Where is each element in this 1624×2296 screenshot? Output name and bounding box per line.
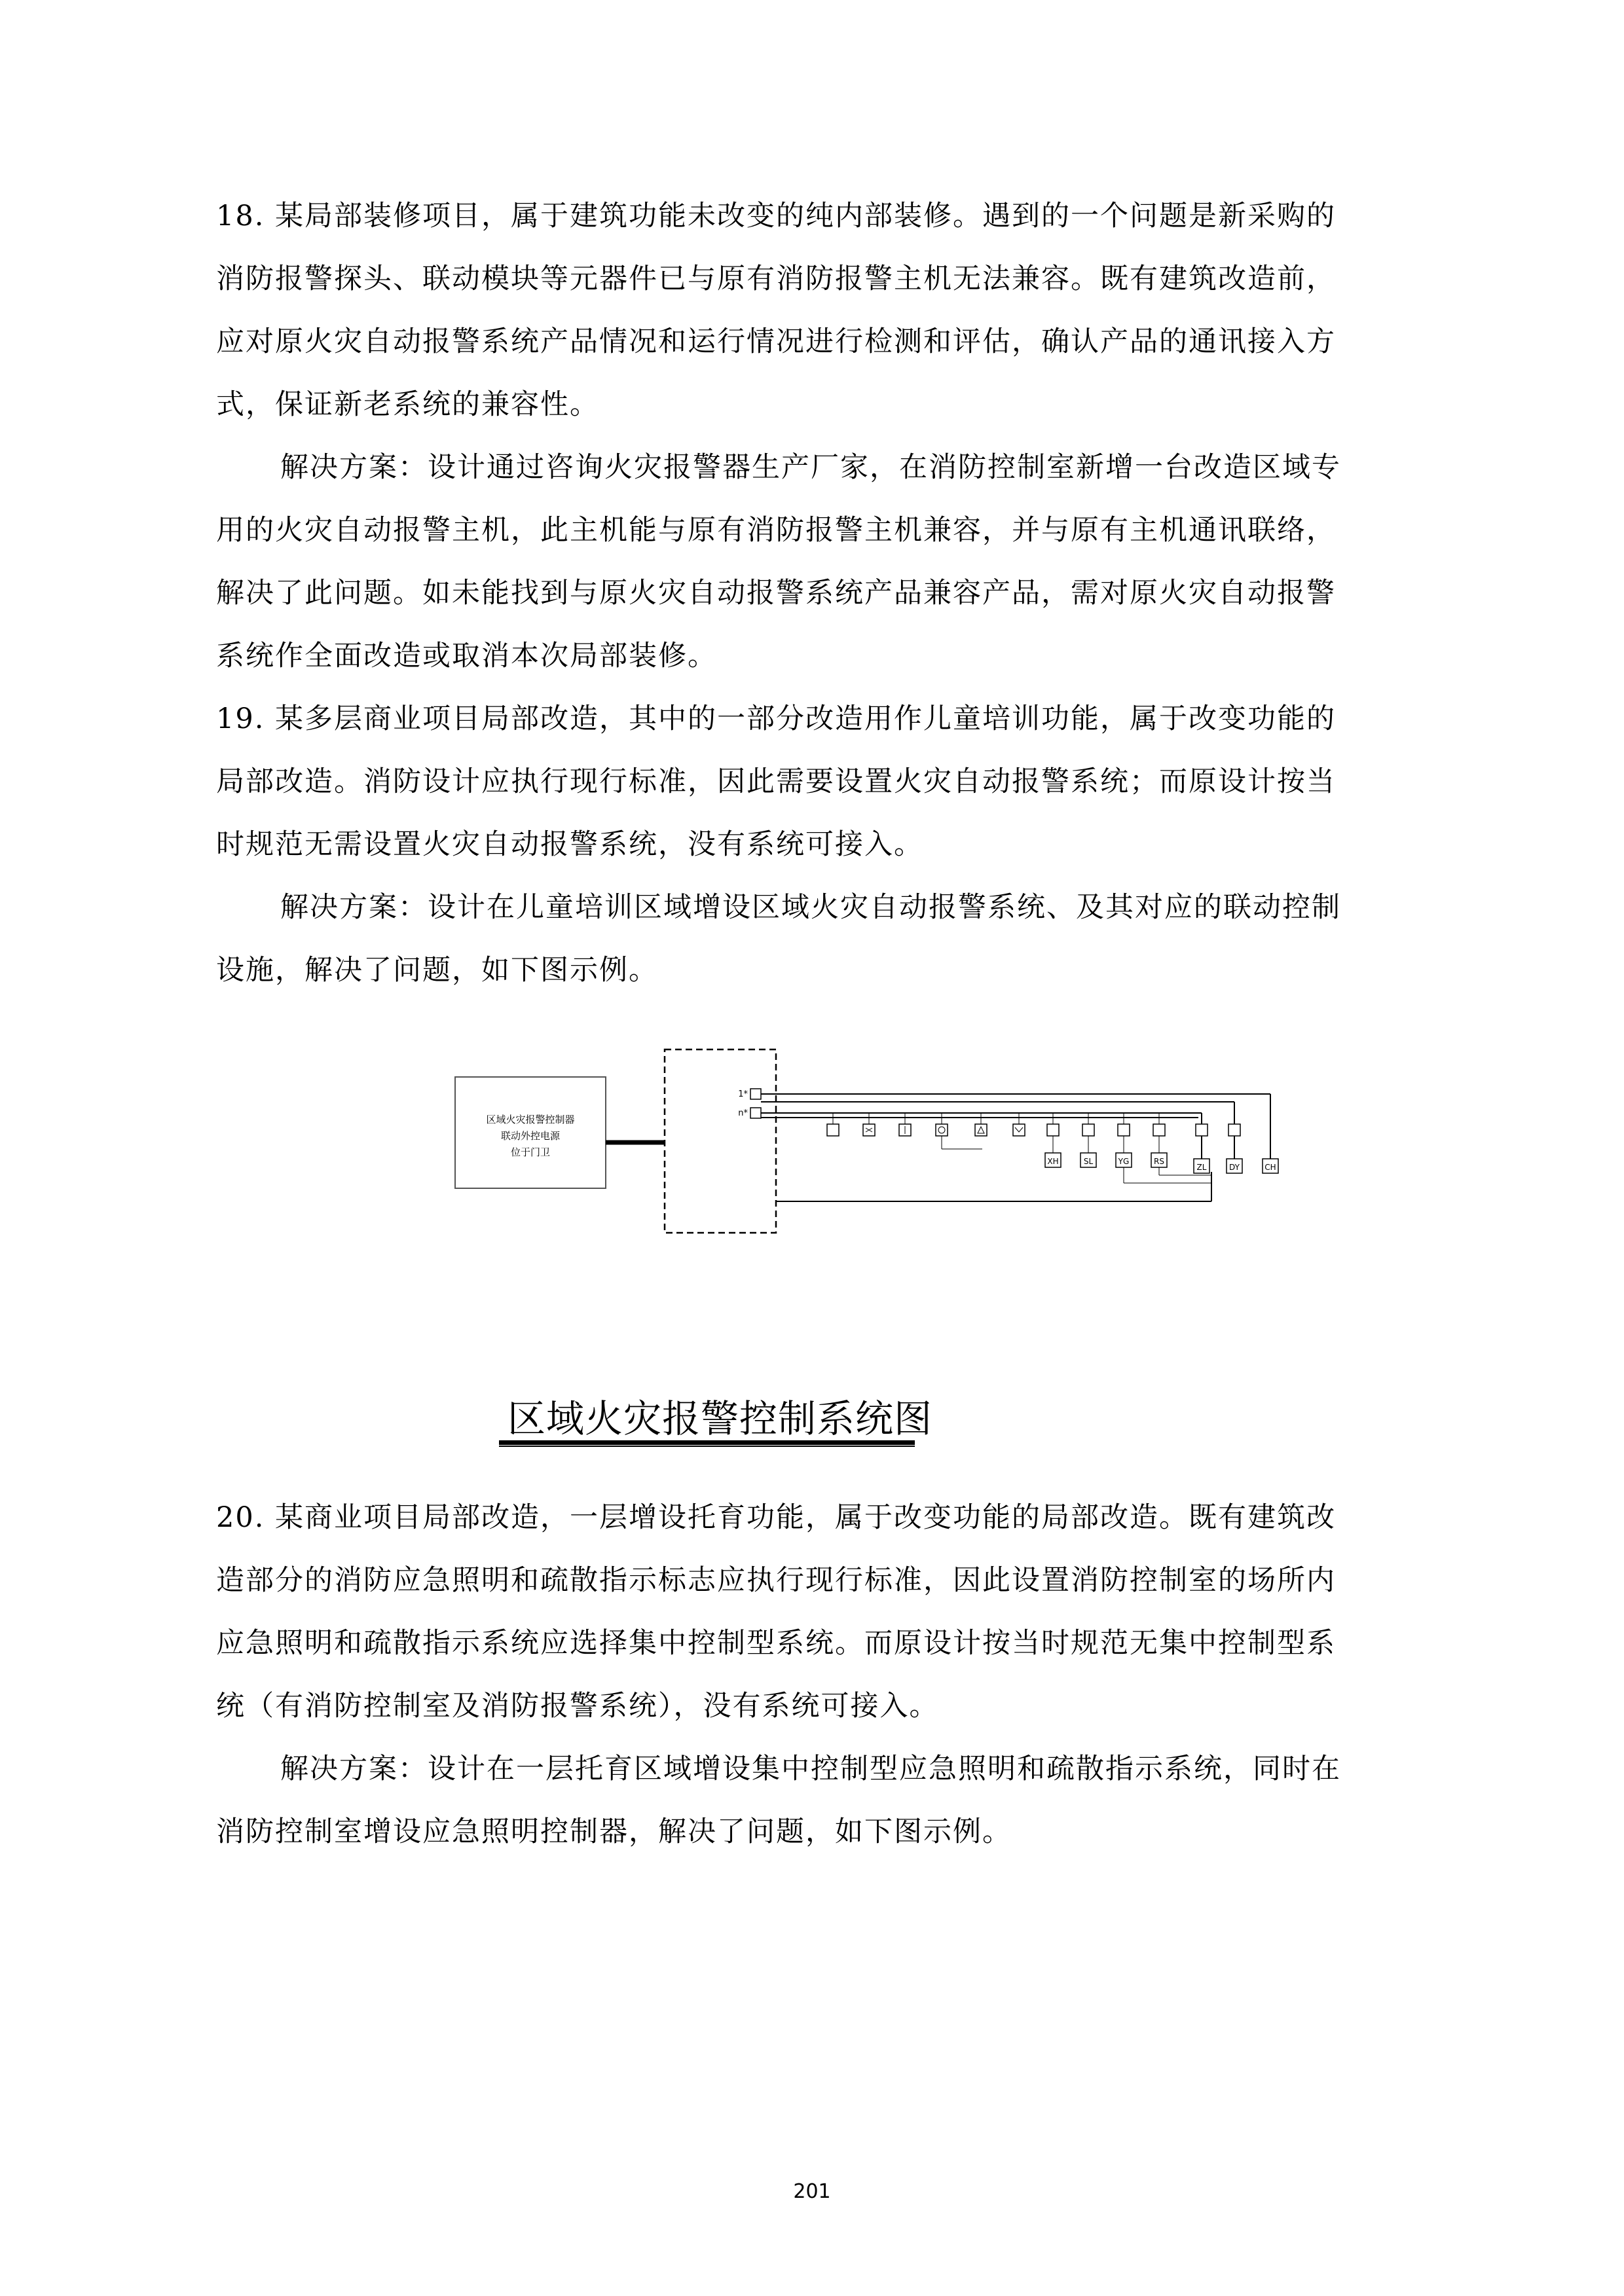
label-sl: SL bbox=[1083, 1157, 1094, 1166]
label-dy: DY bbox=[1229, 1163, 1240, 1172]
item-20-text bbox=[216, 1486, 1441, 1738]
item-18-text bbox=[216, 185, 1441, 436]
text-line: 局部改造。消防设计应执行现行标准，因此需要设置火灾自动报警系统；而原设计按当 bbox=[216, 765, 1336, 798]
text-line: 消防报警探头、联动模块等元器件已与原有消防报警主机无法兼容。既有建筑改造前， bbox=[216, 263, 1336, 295]
controller-label-3: 位于门卫 bbox=[510, 1146, 551, 1158]
loop-terminal bbox=[750, 1108, 761, 1118]
label-zl: ZL bbox=[1196, 1163, 1207, 1172]
device-flow bbox=[1013, 1113, 1025, 1136]
text-line: 18. 某局部装修项目，属于建筑功能未改变的纯内部装修。遇到的一个问题是新采购的 bbox=[216, 200, 1337, 232]
text-line: 消防控制室增设应急照明控制器，解决了问题，如下图示例。 bbox=[216, 1815, 1012, 1848]
text-line: 应急照明和疏散指示系统应选择集中控制型系统。而原设计按当时规范无集中控制型系 bbox=[216, 1627, 1336, 1660]
controller-label-1: 区域火灾报警控制器 bbox=[486, 1114, 575, 1125]
text-line: 式，保证新老系统的兼容性。 bbox=[216, 388, 599, 421]
diagram-title: 区域火灾报警控制系统图 bbox=[507, 1396, 933, 1441]
text-line: 20. 某商业项目局部改造，一层增设托育功能，属于改变功能的局部改造。既有建筑改 bbox=[216, 1501, 1337, 1534]
controller-label-2: 联动外控电源 bbox=[500, 1130, 561, 1142]
item-20-solution bbox=[216, 1738, 1441, 1863]
title-underline bbox=[499, 1440, 915, 1447]
page-number: 201 bbox=[793, 2180, 831, 2203]
device-manual bbox=[899, 1113, 911, 1136]
text-line: 解决方案：设计在儿童培训区域增设区域火灾自动报警系统、及其对应的联动控制 bbox=[280, 891, 1341, 924]
device-smoke bbox=[827, 1113, 839, 1136]
label-ch: CH bbox=[1264, 1163, 1276, 1172]
loop-label-1: 1* bbox=[738, 1089, 748, 1099]
text-line: 时规范无需设置火灾自动报警系统，没有系统可接入。 bbox=[216, 828, 923, 861]
device-heat bbox=[863, 1113, 875, 1136]
text-line: 设施，解决了问题，如下图示例。 bbox=[216, 954, 658, 987]
item-19-solution bbox=[216, 876, 1441, 1002]
fire-alarm-system-diagram bbox=[452, 1044, 1303, 1241]
label-xh: XH bbox=[1047, 1157, 1059, 1166]
text-line: 解决了此问题。如未能找到与原火灾自动报警系统产品兼容产品，需对原火灾自动报警 bbox=[216, 577, 1336, 610]
text-line: 用的火灾自动报警主机，此主机能与原有消防报警主机兼容，并与原有主机通讯联络， bbox=[216, 514, 1336, 547]
text-line: 解决方案：设计通过咨询火灾报警器生产厂家，在消防控制室新增一台改造区域专 bbox=[280, 451, 1341, 484]
label-rs: RS bbox=[1154, 1157, 1164, 1166]
text-line: 解决方案：设计在一层托育区域增设集中控制型应急照明和疏散指示系统，同时在 bbox=[280, 1753, 1341, 1785]
label-yg: YG bbox=[1118, 1157, 1130, 1166]
text-line: 应对原火灾自动报警系统产品情况和运行情况进行检测和评估，确认产品的通讯接入方 bbox=[216, 325, 1336, 358]
text-line: 造部分的消防应急照明和疏散指示标志应执行现行标准，因此设置消防控制室的场所内 bbox=[216, 1564, 1336, 1597]
text-line: 系统作全面改造或取消本次局部装修。 bbox=[216, 640, 717, 672]
item-19-text bbox=[216, 687, 1441, 876]
text-line: 19. 某多层商业项目局部改造，其中的一部分改造用作儿童培训功能，属于改变功能的 bbox=[216, 702, 1337, 735]
loop-label-n: n* bbox=[738, 1108, 748, 1118]
loop-terminal bbox=[750, 1089, 761, 1099]
device-sounder bbox=[975, 1113, 987, 1136]
item-18-solution bbox=[216, 436, 1441, 687]
module-box bbox=[665, 1049, 776, 1233]
text-line: 统（有消防控制室及消防报警系统），没有系统可接入。 bbox=[216, 1690, 939, 1722]
